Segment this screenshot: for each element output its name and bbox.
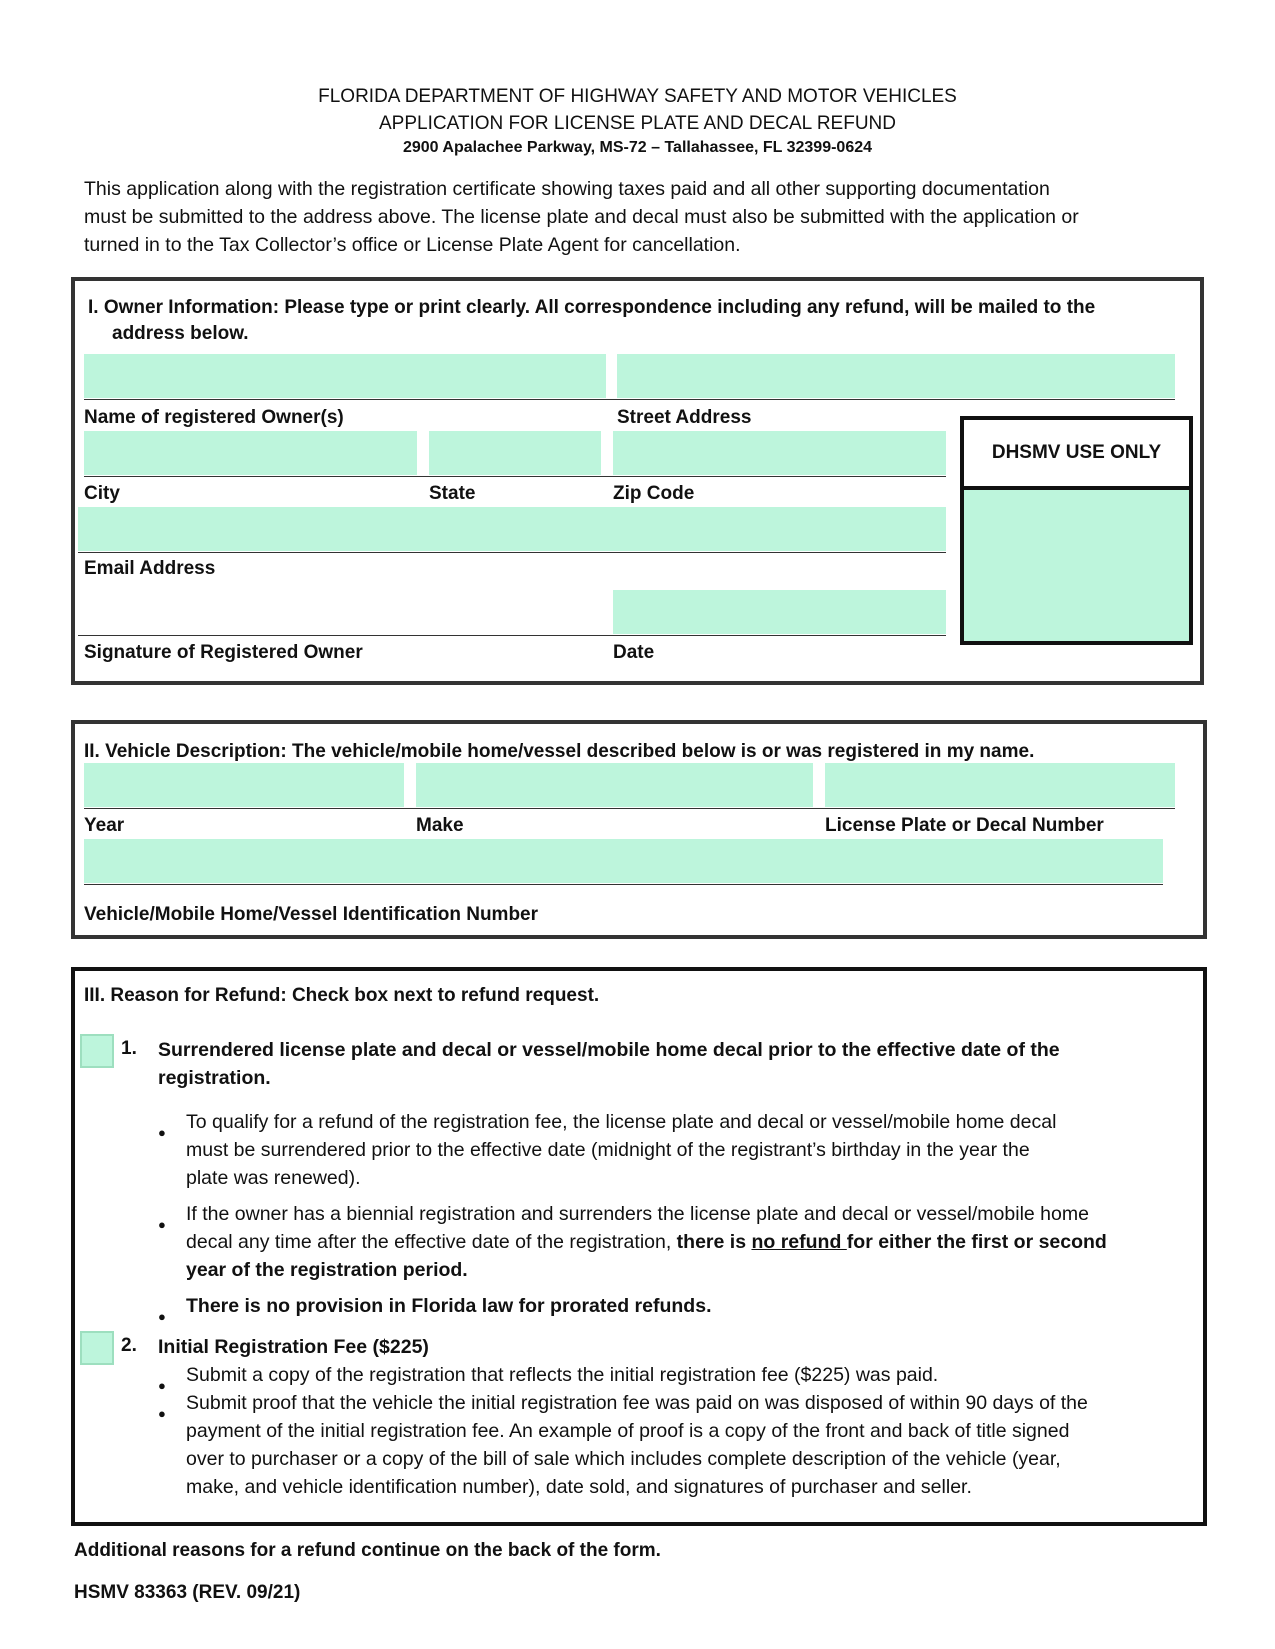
bullet-text-line: make, and vehicle identification number), date sold, and signatures of purchaser and seller. — [186, 1476, 972, 1498]
continue-note: Additional reasons for a refund continue on the back of the form. — [74, 1540, 661, 1561]
city-label: City — [84, 483, 120, 504]
intro-line: This application along with the registration certificate showing taxes paid and all other supporting documentation — [84, 178, 1050, 200]
year-label: Year — [84, 815, 125, 836]
vin-label: Vehicle/Mobile Home/Vessel Identification Number — [84, 904, 539, 925]
zip-code-input[interactable] — [613, 431, 946, 475]
bullet-text-emphasis: for either the first or second — [846, 1231, 1107, 1253]
divider — [84, 884, 1163, 885]
refund-option-1-bullet-1 — [186, 1108, 1056, 1192]
year-input[interactable] — [84, 763, 404, 807]
bullet-text-line: year of the registration period. — [186, 1259, 468, 1281]
vin-field[interactable] — [84, 839, 1163, 883]
dhsmv-use-only-field — [964, 490, 1189, 641]
owner-name-label: Name of registered Owner(s) — [84, 407, 344, 428]
email-label: Email Address — [84, 558, 216, 579]
bullet-icon: ● — [158, 1378, 166, 1393]
refund-option-1-bullet-3: There is no provision in Florida law for prorated refunds. — [186, 1295, 712, 1317]
refund-option-2-title: Initial Registration Fee ($225) — [158, 1336, 429, 1358]
bullet-text-line: over to purchaser or a copy of the bill of sale which includes complete description of the vehicle (year, — [186, 1448, 1061, 1470]
bullet-text-line: payment of the initial registration fee. An example of proof is a copy of the front and back of title signed — [186, 1420, 1070, 1442]
refund-option-2-bullet-2 — [186, 1389, 1088, 1501]
email-field[interactable] — [78, 507, 946, 551]
form-number: HSMV 83363 (REV. 09/21) — [74, 1582, 301, 1603]
signature-label: Signature of Registered Owner — [84, 642, 363, 663]
refund-option-1-number: 1. — [121, 1038, 137, 1059]
refund-option-1-bullet-2 — [186, 1200, 1107, 1284]
bullet-icon: ● — [158, 1217, 166, 1232]
state-input[interactable] — [429, 431, 601, 475]
refund-option-1-title-line: registration. — [158, 1067, 271, 1089]
email-input[interactable] — [78, 507, 946, 551]
bullet-icon: ● — [158, 1309, 166, 1324]
refund-option-1-title-line: Surrendered license plate and decal or vessel/mobile home decal prior to the effective date of the — [158, 1039, 1060, 1061]
plate-number-input[interactable] — [825, 763, 1175, 807]
bullet-text-line — [186, 1228, 1107, 1256]
make-input[interactable] — [416, 763, 813, 807]
make-field[interactable] — [416, 763, 813, 807]
agency-address: 2900 Apalachee Parkway, MS-72 – Tallahassee, FL 32399-0624 — [402, 139, 873, 156]
divider — [84, 399, 1175, 400]
bullet-text-emphasis: there is — [676, 1231, 752, 1253]
section-1-title-line: I. Owner Information: Please type or print clearly. All correspondence including any refund, will be mailed to the — [88, 297, 1096, 318]
agency-name: FLORIDA DEPARTMENT OF HIGHWAY SAFETY AND MOTOR VEHICLES — [318, 86, 957, 107]
bullet-icon: ● — [158, 1125, 166, 1140]
bullet-text-line: To qualify for a refund of the registration fee, the license plate and decal or vessel/mobile home decal — [186, 1111, 1057, 1133]
intro-line: must be submitted to the address above. The license plate and decal must also be submitted with the application or — [84, 206, 1079, 228]
vin-input[interactable] — [84, 839, 1163, 883]
refund-option-2-number: 2. — [121, 1335, 137, 1356]
date-input[interactable] — [613, 590, 946, 634]
intro-line: turned in to the Tax Collector’s office or License Plate Agent for cancellation. — [84, 234, 741, 256]
section-3-title: III. Reason for Refund: Check box next to refund request. — [84, 985, 600, 1006]
bullet-text-line: Submit proof that the vehicle the initial registration fee was paid on was disposed of within 90 days of the — [186, 1392, 1088, 1414]
dhsmv-use-only-box — [960, 416, 1193, 645]
no-refund-emphasis: no refund — [751, 1231, 847, 1253]
dhsmv-use-only-label: DHSMV USE ONLY — [964, 420, 1189, 490]
year-field[interactable] — [84, 763, 404, 807]
city-field[interactable] — [84, 431, 417, 475]
street-address-label: Street Address — [617, 407, 752, 428]
section-1-title-line: address below. — [112, 323, 249, 344]
zip-code-label: Zip Code — [613, 483, 695, 504]
intro-paragraph — [84, 175, 1194, 259]
plate-number-label: License Plate or Decal Number — [825, 815, 1104, 836]
street-address-input[interactable] — [617, 354, 1175, 398]
section-1-title — [88, 295, 1188, 347]
city-input[interactable] — [84, 431, 417, 475]
refund-option-2-checkbox[interactable] — [80, 1331, 114, 1365]
divider — [84, 808, 1175, 809]
refund-option-1-checkbox[interactable] — [80, 1034, 114, 1068]
bullet-text-line: plate was renewed). — [186, 1167, 361, 1189]
divider — [84, 476, 946, 477]
bullet-text-segment: decal any time after the effective date of the registration, — [186, 1231, 677, 1253]
bullet-text-line: If the owner has a biennial registration and surrenders the license plate and decal or vessel/mobile home — [186, 1203, 1089, 1225]
bullet-text-line: must be surrendered prior to the effective date (midnight of the registrant’s birthday in the year the — [186, 1139, 1030, 1161]
plate-number-field[interactable] — [825, 763, 1175, 807]
refund-option-2-bullet-1: Submit a copy of the registration that reflects the initial registration fee ($225) was paid. — [186, 1364, 939, 1386]
form-title: APPLICATION FOR LICENSE PLATE AND DECAL REFUND — [379, 113, 896, 134]
zip-code-field[interactable] — [613, 431, 946, 475]
date-field[interactable] — [613, 590, 946, 634]
owner-name-field[interactable] — [84, 354, 606, 398]
owner-name-input[interactable] — [84, 354, 606, 398]
street-address-field[interactable] — [617, 354, 1175, 398]
signature-line — [78, 635, 946, 636]
bullet-icon: ● — [158, 1406, 166, 1421]
state-label: State — [429, 483, 476, 504]
refund-option-1-title — [158, 1036, 1060, 1092]
state-field[interactable] — [429, 431, 601, 475]
divider — [78, 552, 946, 553]
date-label: Date — [613, 642, 655, 663]
make-label: Make — [416, 815, 464, 836]
section-2-title: II. Vehicle Description: The vehicle/mobile home/vessel described below is or was registered in my name. — [84, 741, 1035, 762]
